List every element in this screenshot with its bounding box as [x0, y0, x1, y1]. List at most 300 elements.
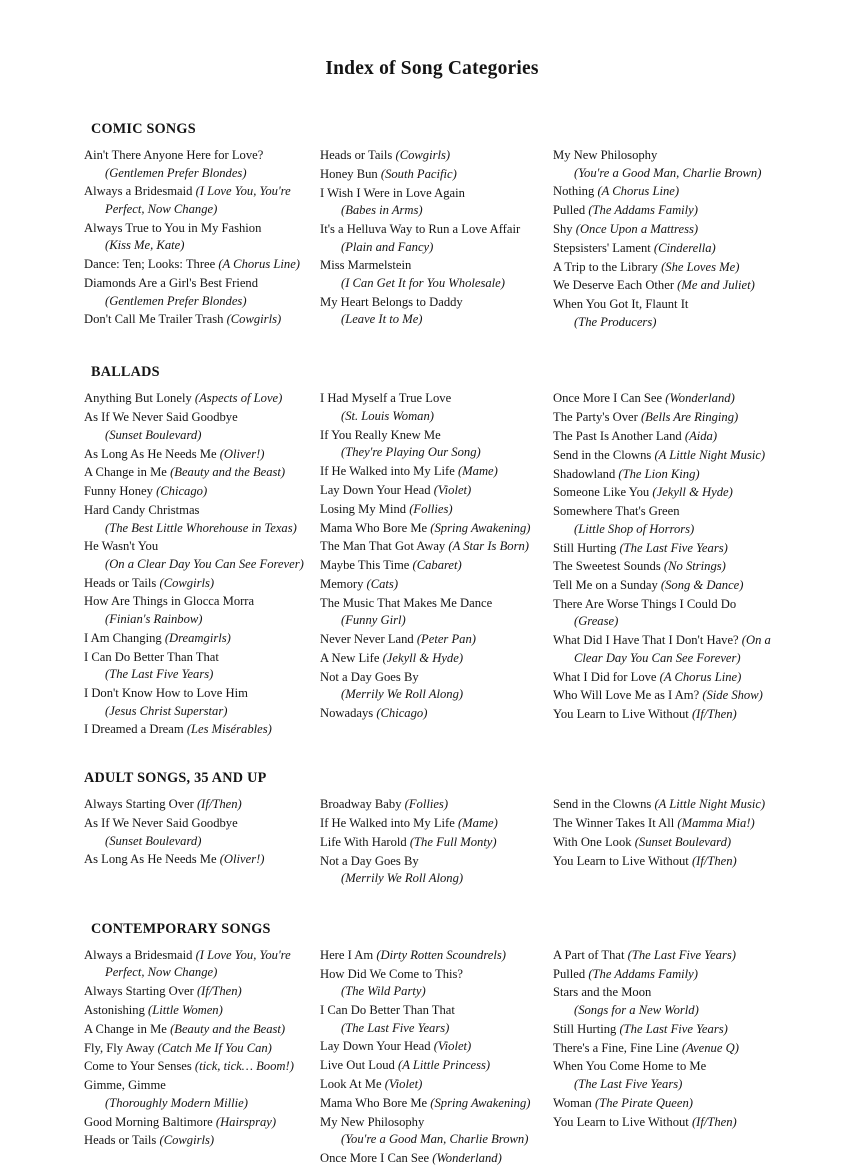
song-title: The Past Is Another Land — [553, 429, 682, 443]
show-name: (If/Then) — [691, 1114, 737, 1129]
song-entry — [553, 558, 798, 576]
show-name: (Cinderella) — [653, 240, 716, 255]
section-heading: ADULT SONGS, 35 AND UP — [84, 770, 267, 787]
show-name: (The Last Five Years) — [341, 1020, 450, 1035]
show-name: (The Full Monty) — [409, 834, 497, 849]
column-2 — [320, 147, 553, 330]
song-entry — [84, 649, 312, 684]
song-entry — [553, 447, 798, 465]
song-entry — [84, 947, 312, 982]
show-name: (Merrily We Roll Along) — [341, 871, 464, 886]
song-entry — [553, 202, 798, 220]
song-title: What I Did for Love — [553, 669, 657, 684]
section-columns — [84, 147, 798, 332]
song-entry — [84, 446, 312, 464]
song-entry — [320, 185, 545, 220]
song-entry — [84, 538, 312, 573]
page-title: Index of Song Categories — [325, 58, 539, 79]
song-entry — [84, 1021, 312, 1039]
show-name: (They're Playing Our Song) — [341, 445, 481, 460]
show-name: (Bells Are Ringing) — [640, 410, 739, 425]
song-title: You Learn to Live Without — [553, 1114, 689, 1129]
section-contemporary-songs — [84, 921, 798, 1169]
show-name: (The Addams Family) — [588, 966, 698, 981]
song-title: A New Life — [320, 650, 380, 665]
song-title: There's a Fine, Fine Line — [553, 1040, 679, 1055]
song-entry — [553, 1058, 798, 1093]
show-name: (Aspects of Love) — [194, 391, 283, 406]
show-name: (Violet) — [384, 1076, 423, 1091]
column-1 — [84, 147, 320, 330]
section-columns — [84, 947, 798, 1169]
song-entry — [320, 221, 545, 256]
show-name: (Little Women) — [148, 1003, 223, 1018]
song-entry — [320, 1038, 545, 1056]
column-3 — [553, 796, 798, 871]
song-title: The Music That Makes Me Dance — [320, 595, 493, 610]
show-name: (Chicago) — [156, 484, 208, 499]
column-2 — [320, 796, 553, 889]
song-entry — [553, 221, 798, 239]
song-entry — [84, 409, 312, 444]
show-name: (The Wild Party) — [341, 984, 426, 999]
song-title: A Trip to the Library — [553, 259, 658, 274]
show-name: (The Pirate Queen) — [595, 1095, 693, 1110]
song-entry — [84, 1002, 312, 1020]
song-title: I Can Do Better Than That — [320, 1003, 455, 1018]
song-title: Shadowland — [553, 466, 616, 481]
song-entry — [553, 240, 798, 258]
column-3 — [553, 147, 798, 332]
song-entry — [84, 1058, 312, 1076]
show-name: (A Chorus Line) — [659, 669, 742, 684]
show-name: (Follies) — [404, 797, 449, 812]
song-entry — [84, 593, 312, 628]
song-title: Someone Like You — [553, 485, 650, 500]
column-1 — [84, 947, 320, 1151]
song-title: As If We Never Said Goodbye — [84, 815, 238, 830]
section-heading: BALLADS — [91, 364, 160, 381]
show-name: (Songs for a New World) — [574, 1003, 699, 1018]
show-name: (If/Then) — [691, 707, 737, 722]
show-name: (Plain and Fancy) — [341, 239, 434, 254]
song-title: A Change in Me — [84, 1021, 167, 1036]
song-title: Come to Your Senses — [84, 1059, 192, 1074]
show-name: (Beauty and the Beast) — [170, 465, 286, 480]
song-entry — [320, 947, 545, 965]
song-title: Woman — [553, 1095, 592, 1110]
show-name: (Beauty and the Beast) — [170, 1021, 286, 1036]
song-entry — [553, 428, 798, 446]
column-2 — [320, 390, 553, 723]
song-entry — [320, 166, 545, 184]
show-name: (Aida) — [684, 429, 718, 443]
song-entry — [553, 966, 798, 984]
show-name: (She Loves Me) — [661, 259, 740, 274]
song-title: When You Come Home to Me — [553, 1059, 707, 1074]
song-title: Always a Bridesmaid — [84, 947, 193, 962]
column-1 — [84, 390, 320, 740]
show-name: (You're a Good Man, Charlie Brown) — [574, 165, 762, 180]
song-title: The Party's Over — [553, 410, 638, 425]
show-name: (The Producers) — [574, 314, 657, 329]
show-name: (Hairspray) — [215, 1114, 277, 1129]
show-name: (Spring Awakening) — [430, 520, 531, 535]
section-heading: COMIC SONGS — [91, 121, 196, 137]
column-3 — [553, 390, 798, 725]
song-entry — [320, 427, 545, 462]
show-name: (The Last Five Years) — [619, 540, 728, 555]
song-title: There Are Worse Things I Could Do — [553, 596, 737, 611]
song-entry — [84, 851, 312, 869]
song-entry — [553, 1021, 798, 1039]
song-title: Always a Bridesmaid — [84, 184, 193, 199]
show-name: (A Star Is Born) — [448, 539, 529, 554]
show-name: (Babes in Arms) — [341, 203, 423, 218]
show-name: (Once Upon a Mattress) — [575, 221, 699, 236]
song-title: Funny Honey — [84, 484, 153, 499]
section-comic-songs — [84, 121, 798, 332]
song-title: Who Will Love Me as I Am? — [553, 688, 700, 703]
song-title: If He Walked into My Life — [320, 464, 455, 479]
song-title: Nothing — [553, 184, 595, 199]
song-entry — [553, 1095, 798, 1113]
song-title: What Did I Have That I Don't Have? — [553, 633, 739, 648]
show-name: (Gentlemen Prefer Blondes) — [105, 293, 247, 308]
show-name: (Merrily We Roll Along) — [341, 687, 464, 702]
song-title: Stepsisters' Lament — [553, 240, 651, 255]
song-title: Send in the Clowns — [553, 797, 652, 812]
show-name: (The Last Five Years) — [619, 1021, 728, 1036]
song-title: Look At Me — [320, 1076, 382, 1091]
sections-container — [0, 121, 864, 1169]
show-name: (Funny Girl) — [341, 613, 406, 628]
song-title: Lay Down Your Head — [320, 1039, 431, 1054]
song-title: We Deserve Each Other — [553, 278, 675, 293]
show-name: (The Last Five Years) — [627, 947, 736, 962]
song-title: Lay Down Your Head — [320, 482, 431, 497]
show-name: (Dreamgirls) — [164, 630, 231, 645]
show-name: (Jekyll & Hyde) — [652, 485, 733, 500]
show-name: (A Little Night Music) — [654, 447, 766, 462]
show-name: (The Last Five Years) — [574, 1076, 683, 1091]
song-entry — [320, 650, 545, 668]
song-entry — [320, 147, 545, 165]
song-title: The Winner Takes It All — [553, 815, 675, 830]
song-entry — [320, 257, 545, 292]
song-title: How Did We Come to This? — [320, 966, 463, 981]
show-name: (Wonderland) — [665, 391, 735, 406]
show-name: (You're a Good Man, Charlie Brown) — [341, 1132, 529, 1147]
show-name: (Mamma Mia!) — [677, 815, 755, 830]
song-entry — [84, 256, 312, 274]
song-entry — [553, 1040, 798, 1058]
song-title: Maybe This Time — [320, 558, 410, 573]
show-name: (On a Clear Day You Can See Forever) — [105, 556, 304, 571]
song-title: I Wish I Were in Love Again — [320, 185, 465, 200]
show-name: (Finian's Rainbow) — [105, 612, 203, 627]
song-title: Never Never Land — [320, 632, 414, 647]
column-3 — [553, 947, 798, 1132]
song-entry — [320, 463, 545, 481]
song-title: Not a Day Goes By — [320, 853, 419, 868]
song-entry — [320, 796, 545, 814]
show-name: (Peter Pan) — [416, 632, 476, 647]
song-entry — [320, 390, 545, 425]
song-title: Nowadays — [320, 705, 374, 720]
song-title: I Don't Know How to Love Him — [84, 686, 248, 700]
song-title: Dance: Ten; Looks: Three — [84, 257, 216, 272]
song-entry — [84, 183, 312, 218]
song-title: If He Walked into My Life — [320, 815, 455, 830]
song-title: Gimme, Gimme — [84, 1078, 166, 1093]
song-title: A Part of That — [553, 947, 625, 962]
song-title: Honey Bun — [320, 166, 378, 181]
show-name: (If/Then) — [196, 797, 242, 812]
song-entry — [553, 577, 798, 595]
column-1 — [84, 796, 320, 870]
song-entry — [553, 853, 798, 871]
song-entry — [553, 706, 798, 724]
song-title: You Learn to Live Without — [553, 707, 689, 722]
song-entry — [320, 1114, 545, 1149]
song-entry — [553, 815, 798, 833]
song-title: The Sweetest Sounds — [553, 559, 661, 574]
show-name: (tick, tick… Boom!) — [194, 1059, 294, 1074]
show-name: (Chicago) — [376, 705, 428, 720]
song-title: Not a Day Goes By — [320, 669, 419, 684]
show-name: (Violet) — [433, 482, 472, 497]
song-title: Somewhere That's Green — [553, 504, 680, 519]
song-entry — [320, 1057, 545, 1075]
song-title: Life With Harold — [320, 834, 407, 849]
song-entry — [320, 576, 545, 594]
song-entry — [320, 834, 545, 852]
show-name: (The Last Five Years) — [105, 667, 214, 682]
song-title: Broadway Baby — [320, 797, 402, 812]
show-name: (Gentlemen Prefer Blondes) — [105, 165, 247, 180]
song-entry — [320, 557, 545, 575]
show-name: (Catch Me If You Can) — [157, 1040, 272, 1055]
show-name: (Cabaret) — [412, 558, 462, 573]
song-title: Still Hurting — [553, 1021, 617, 1036]
song-entry — [84, 575, 312, 593]
song-entry — [84, 796, 312, 814]
song-entry — [84, 483, 312, 501]
song-title: My New Philosophy — [320, 1114, 425, 1129]
song-title: As Long As He Needs Me — [84, 446, 217, 461]
song-entry — [553, 259, 798, 277]
song-entry — [84, 220, 312, 255]
show-name: (Follies) — [409, 501, 453, 516]
show-name: (Les Misérables) — [186, 722, 272, 737]
section-columns — [84, 390, 798, 740]
song-title: Always Starting Over — [84, 984, 194, 999]
show-name: (The Addams Family) — [588, 203, 698, 218]
show-name: (A Little Princess) — [398, 1058, 491, 1073]
song-entry — [320, 815, 545, 833]
show-name: (Cowgirls) — [159, 575, 215, 590]
song-entry — [84, 275, 312, 310]
show-name: (Cats) — [366, 576, 399, 591]
show-name: (Little Shop of Horrors) — [574, 521, 695, 536]
song-entry — [320, 520, 545, 538]
song-title: Mama Who Bore Me — [320, 1095, 428, 1110]
show-name: (If/Then) — [691, 853, 737, 868]
song-entry — [553, 632, 798, 667]
song-title: I Am Changing — [84, 630, 162, 645]
song-entry — [84, 685, 312, 720]
song-title: As Long As He Needs Me — [84, 852, 217, 867]
show-name: (If/Then) — [196, 984, 242, 999]
show-name: (Oliver!) — [219, 852, 265, 867]
song-entry — [84, 815, 312, 850]
song-title: I Had Myself a True Love — [320, 391, 452, 406]
song-entry — [553, 796, 798, 814]
song-entry — [553, 277, 798, 295]
show-name: (Oliver!) — [219, 446, 265, 461]
song-entry — [553, 669, 798, 687]
song-entry — [553, 183, 798, 201]
show-name: (Jesus Christ Superstar) — [105, 703, 228, 718]
song-title: Losing My Mind — [320, 501, 407, 516]
section-ballads — [84, 364, 798, 740]
song-title: Fly, Fly Away — [84, 1040, 155, 1055]
song-title: Heads or Tails — [84, 575, 157, 590]
song-title: I Can Do Better Than That — [84, 649, 219, 664]
song-title: Don't Call Me Trailer Trash — [84, 312, 224, 327]
section-adult-songs — [84, 770, 798, 889]
song-entry — [553, 834, 798, 852]
show-name: (The Lion King) — [618, 466, 700, 481]
song-title: Hard Candy Christmas — [84, 502, 200, 517]
show-name: (Mame) — [457, 815, 498, 830]
song-entry — [553, 596, 798, 631]
song-entry — [320, 1095, 545, 1113]
song-entry — [320, 705, 545, 723]
song-title: Memory — [320, 576, 364, 591]
song-entry — [320, 1076, 545, 1094]
song-entry — [320, 1150, 545, 1168]
show-name: (Mame) — [457, 464, 498, 479]
song-entry — [320, 966, 545, 1001]
song-title: Shy — [553, 221, 573, 236]
show-name: (Jekyll & Hyde) — [382, 650, 464, 665]
song-entry — [84, 502, 312, 537]
song-entry — [84, 721, 312, 739]
song-title: A Change in Me — [84, 465, 167, 480]
song-title: Still Hurting — [553, 540, 617, 555]
song-title: If You Really Knew Me — [320, 427, 441, 442]
show-name: (A Chorus Line) — [218, 257, 300, 272]
song-title: Mama Who Bore Me — [320, 520, 428, 535]
song-title: Good Morning Baltimore — [84, 1114, 213, 1129]
song-entry — [320, 595, 545, 630]
show-name: (Cowgirls) — [159, 1133, 215, 1148]
song-entry — [553, 296, 798, 331]
song-entry — [84, 1077, 312, 1112]
song-entry — [84, 1132, 312, 1150]
song-title: I Dreamed a Dream — [84, 722, 184, 737]
song-title: My Heart Belongs to Daddy — [320, 294, 463, 309]
song-title: Stars and the Moon — [553, 985, 652, 1000]
song-entry — [553, 1114, 798, 1132]
song-entry — [320, 538, 545, 556]
show-name: (I Love You, You're Perfect, Now Change) — [105, 947, 291, 980]
song-entry — [320, 294, 545, 329]
song-title: Miss Marmelstein — [320, 258, 412, 273]
song-entry — [553, 484, 798, 502]
song-title: How Are Things in Glocca Morra — [84, 594, 255, 609]
show-name: (Sunset Boulevard) — [634, 834, 732, 849]
show-name: (Avenue Q) — [681, 1040, 739, 1055]
song-entry — [553, 540, 798, 558]
song-title: Live Out Loud — [320, 1058, 395, 1073]
show-name: (Kiss Me, Kate) — [105, 238, 185, 253]
show-name: (Side Show) — [702, 688, 763, 703]
show-name: (Cowgirls) — [395, 148, 451, 162]
section-columns — [84, 796, 798, 889]
show-name: (Thoroughly Modern Millie) — [105, 1095, 248, 1110]
show-name: (Grease) — [574, 614, 619, 629]
show-name: (A Chorus Line) — [597, 184, 680, 199]
song-entry — [553, 390, 798, 408]
song-entry — [553, 984, 798, 1019]
song-title: Astonishing — [84, 1003, 145, 1018]
song-title: Diamonds Are a Girl's Best Friend — [84, 275, 259, 290]
song-title: Ain't There Anyone Here for Love? — [84, 148, 264, 162]
song-title: Anything But Lonely — [84, 391, 192, 406]
song-title: Pulled — [553, 203, 586, 218]
show-name: (A Little Night Music) — [654, 797, 766, 812]
song-title: When You Got It, Flaunt It — [553, 297, 689, 312]
song-entry — [320, 482, 545, 500]
song-entry — [84, 390, 312, 408]
show-name: (I Can Get It for You Wholesale) — [341, 275, 505, 290]
song-title: Here I Am — [320, 947, 374, 962]
show-name: (Leave It to Me) — [341, 312, 423, 327]
song-entry — [320, 669, 545, 704]
song-entry — [553, 947, 798, 965]
section-heading: CONTEMPORARY SONGS — [91, 920, 271, 937]
show-name: (Song & Dance) — [660, 578, 744, 593]
show-name: (Dirty Rotten Scoundrels) — [376, 947, 506, 962]
song-title: Once More I Can See — [320, 1150, 430, 1165]
song-title: Once More I Can See — [553, 391, 663, 406]
show-name: (Violet) — [433, 1039, 472, 1054]
song-entry — [320, 631, 545, 649]
song-entry — [553, 687, 798, 705]
show-name: (No Strings) — [663, 559, 726, 574]
song-title: Heads or Tails — [320, 148, 393, 162]
show-name: (Cowgirls) — [226, 312, 282, 327]
column-2 — [320, 947, 553, 1169]
song-entry — [553, 147, 798, 182]
song-entry — [320, 501, 545, 519]
song-title: Send in the Clowns — [553, 447, 652, 462]
show-name: (Spring Awakening) — [430, 1095, 531, 1110]
song-entry — [84, 311, 312, 329]
show-name: (On a Clear Day You Can See Forever) — [574, 633, 771, 665]
song-title: Pulled — [553, 966, 586, 981]
song-entry — [320, 853, 545, 888]
show-name: (St. Louis Woman) — [341, 409, 434, 424]
song-title: Always Starting Over — [84, 797, 194, 812]
song-title: As If We Never Said Goodbye — [84, 410, 238, 425]
song-entry — [84, 983, 312, 1001]
song-entry — [553, 503, 798, 538]
song-title: He Wasn't You — [84, 539, 159, 554]
